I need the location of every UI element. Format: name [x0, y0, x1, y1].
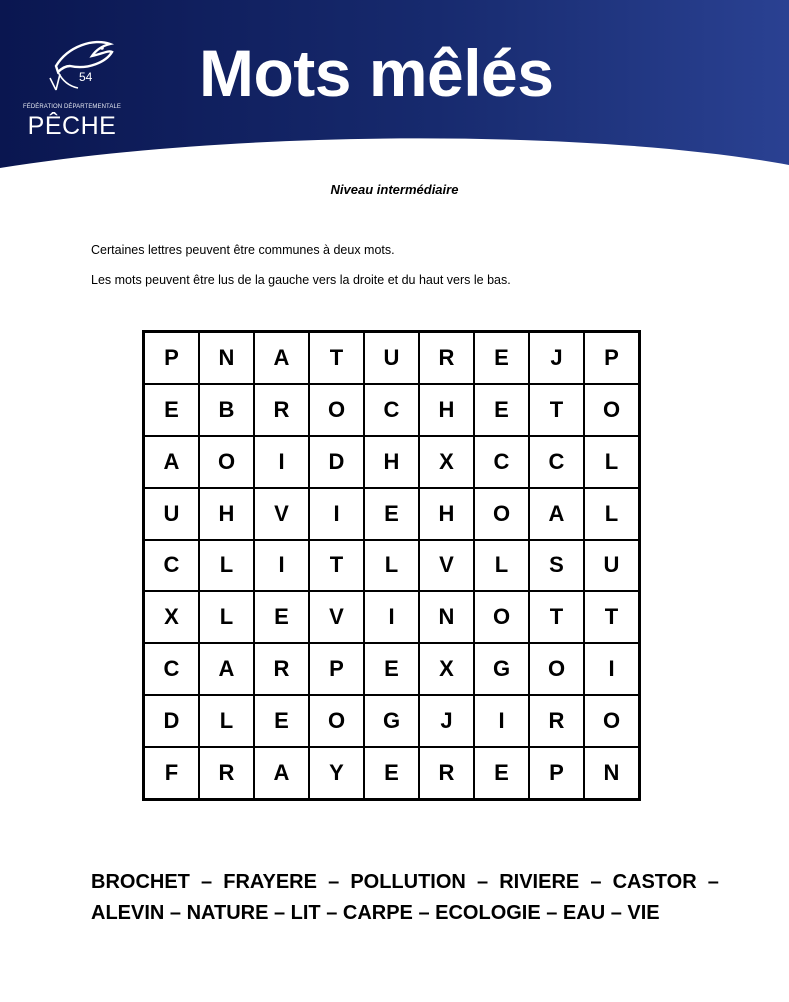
grid-cell: V — [419, 540, 474, 592]
grid-cell: N — [419, 591, 474, 643]
grid-cell: T — [529, 591, 584, 643]
grid-cell: X — [144, 591, 199, 643]
grid-cell: U — [364, 332, 419, 384]
grid-cell: R — [254, 643, 309, 695]
grid-cell: V — [309, 591, 364, 643]
grid-cell: I — [254, 540, 309, 592]
word-list-line-2: ALEVIN – NATURE – LIT – CARPE – ECOLOGIE – EAU – VIE — [91, 902, 660, 924]
grid-cell: O — [474, 591, 529, 643]
grid-cell: D — [144, 695, 199, 747]
grid-cell: S — [529, 540, 584, 592]
logo-name: PÊCHE — [27, 112, 117, 140]
grid-cell: H — [419, 488, 474, 540]
grid-cell: E — [474, 332, 529, 384]
grid-cell: E — [254, 591, 309, 643]
grid-cell: A — [199, 643, 254, 695]
grid-cell: T — [584, 591, 639, 643]
grid-cell: O — [584, 384, 639, 436]
grid-cell: A — [254, 747, 309, 799]
logo-number: 54 — [79, 70, 93, 84]
grid-cell: P — [529, 747, 584, 799]
grid-cell: P — [144, 332, 199, 384]
grid-cell: O — [309, 384, 364, 436]
grid-cell: A — [144, 436, 199, 488]
grid-cell: R — [254, 384, 309, 436]
difficulty-level: Niveau intermédiaire — [330, 182, 459, 197]
grid-cell: L — [364, 540, 419, 592]
grid-cell: F — [144, 747, 199, 799]
grid-cell: E — [364, 643, 419, 695]
instruction-line-1: Certaines lettres peuvent être communes à deux mots. — [91, 243, 395, 257]
grid-cell: V — [254, 488, 309, 540]
grid-cell: L — [584, 436, 639, 488]
grid-cell: I — [309, 488, 364, 540]
grid-cell: T — [529, 384, 584, 436]
grid-cell: L — [199, 591, 254, 643]
grid-cell: H — [419, 384, 474, 436]
grid-cell: Y — [309, 747, 364, 799]
grid-cell: C — [529, 436, 584, 488]
grid-cell: D — [309, 436, 364, 488]
word-search-grid — [142, 330, 641, 801]
grid-cell: U — [144, 488, 199, 540]
grid-cell: R — [419, 747, 474, 799]
grid-cell: G — [364, 695, 419, 747]
grid-cell: C — [144, 643, 199, 695]
grid-cell: P — [584, 332, 639, 384]
grid-cell: N — [199, 332, 254, 384]
grid-cell: L — [584, 488, 639, 540]
grid-cell: H — [199, 488, 254, 540]
grid-cell: X — [419, 643, 474, 695]
grid-cell: R — [419, 332, 474, 384]
grid-cell: J — [419, 695, 474, 747]
grid-cell: L — [474, 540, 529, 592]
federation-logo — [22, 36, 122, 142]
grid-cell: A — [254, 332, 309, 384]
grid-cell: U — [584, 540, 639, 592]
grid-cell: C — [474, 436, 529, 488]
header-banner — [0, 0, 789, 175]
fish-icon — [22, 36, 122, 106]
grid-cell: A — [529, 488, 584, 540]
grid-cell: B — [199, 384, 254, 436]
grid-cell: E — [144, 384, 199, 436]
grid-cell: O — [309, 695, 364, 747]
grid-cell: T — [309, 540, 364, 592]
grid-cell: O — [199, 436, 254, 488]
grid-cell: I — [474, 695, 529, 747]
grid-cell: N — [584, 747, 639, 799]
grid-cell: L — [199, 540, 254, 592]
logo-org-text: FÉDÉRATION DÉPARTEMENTALE — [22, 104, 122, 110]
grid-cell: O — [529, 643, 584, 695]
grid-cell: E — [254, 695, 309, 747]
grid-cell: T — [309, 332, 364, 384]
grid-cell: E — [474, 384, 529, 436]
grid-cell: E — [474, 747, 529, 799]
grid-cell: I — [364, 591, 419, 643]
grid-cell: H — [364, 436, 419, 488]
grid-cell: C — [364, 384, 419, 436]
word-list-line-1: BROCHET – FRAYERE – POLLUTION – RIVIERE – CASTOR – — [91, 871, 719, 893]
grid-cell: G — [474, 643, 529, 695]
grid-cell: I — [254, 436, 309, 488]
grid-cell: L — [199, 695, 254, 747]
grid-cell: R — [199, 747, 254, 799]
grid-cell: O — [584, 695, 639, 747]
grid-cell: E — [364, 747, 419, 799]
grid-cell: X — [419, 436, 474, 488]
grid-cell: O — [474, 488, 529, 540]
instruction-line-2: Les mots peuvent être lus de la gauche vers la droite et du haut vers le bas. — [91, 273, 511, 287]
page-title: Mots mêlés — [199, 36, 554, 110]
grid-cell: J — [529, 332, 584, 384]
grid-cell: P — [309, 643, 364, 695]
grid-cell: I — [584, 643, 639, 695]
grid-cell: R — [529, 695, 584, 747]
grid-cell: E — [364, 488, 419, 540]
grid-cell: C — [144, 540, 199, 592]
